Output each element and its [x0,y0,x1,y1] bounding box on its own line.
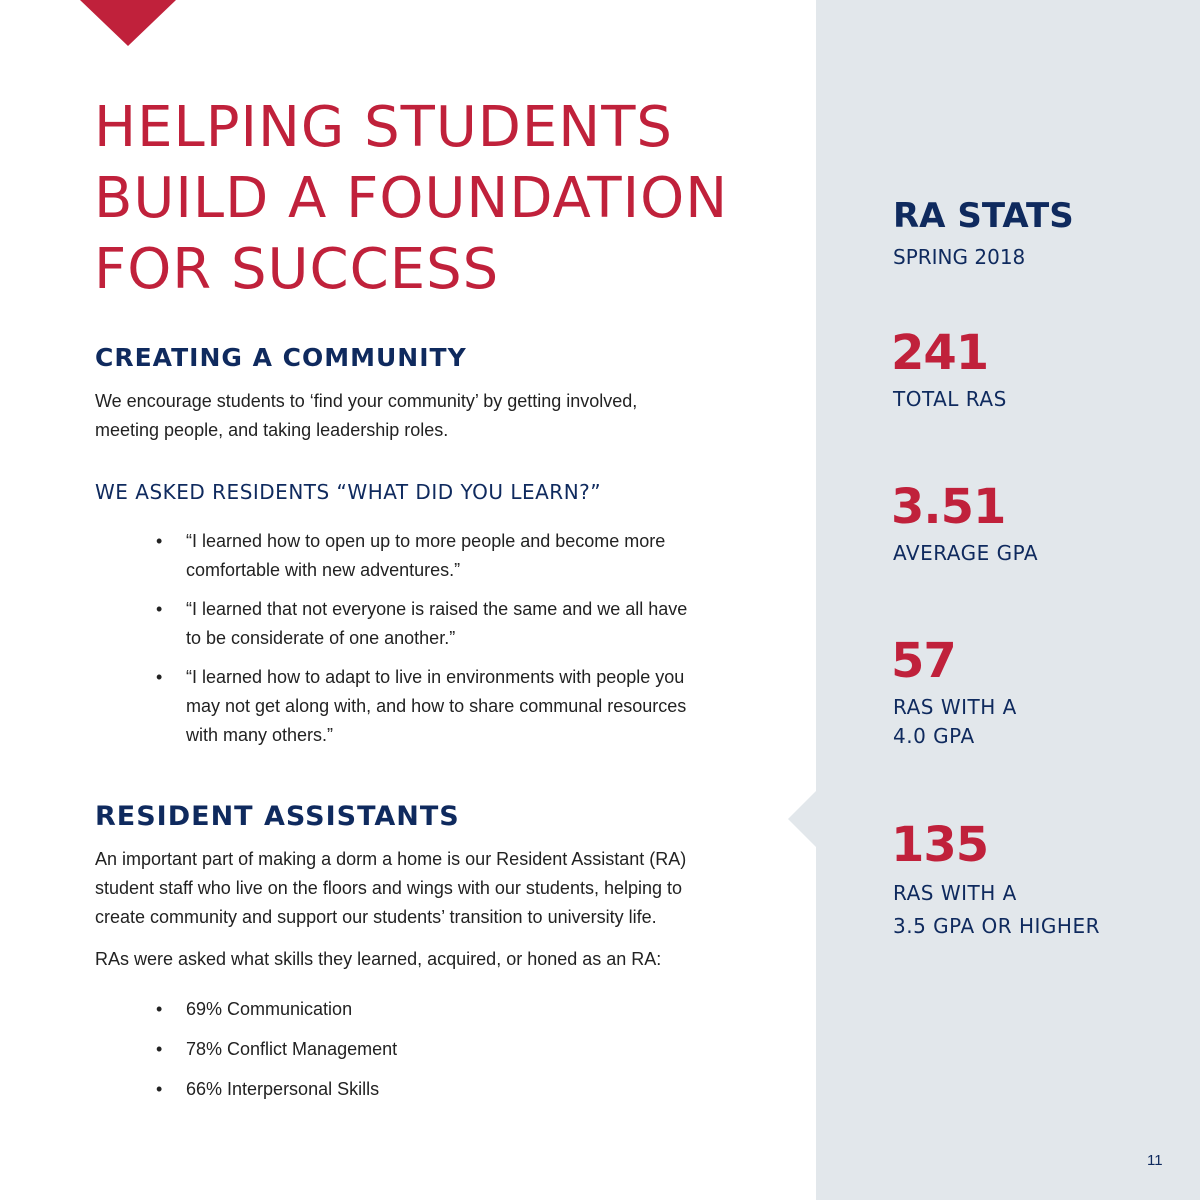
quote-line: may not get along with, and how to share communal resources [186,696,687,716]
quotes-list [186,527,687,750]
paragraph-line: create community and support our students’ transition to university life. [95,907,657,927]
page-title [94,92,728,305]
corner-triangle-decoration [80,0,176,46]
paragraph-line: We encourage students to ‘find your community’ by getting involved, [95,391,638,411]
list-item: • 66% Interpersonal Skills [186,1069,397,1109]
quote-line: • “I learned how to adapt to live in environments with people you [186,667,685,687]
skills-list [186,989,397,1109]
quote-line: with many others.” [186,725,334,745]
list-item [186,595,687,653]
stat-label-average-gpa [893,539,1038,568]
stats-subheading: SPRING 2018 [893,245,1026,269]
stat-label-total-ras [893,385,1007,414]
community-paragraph [95,387,637,445]
stat-value-3-5-gpa: 135 [891,817,989,873]
quote-line: • “I learned how to open up to more people and become more [186,531,666,551]
stats-heading: RA STATS [893,196,1074,236]
quote-line: • “I learned that not everyone is raised the same and we all have [186,599,688,619]
stat-label-line: RAS WITH A [893,695,1017,719]
stat-label-line: TOTAL RAS [893,387,1007,411]
ra-heading: RESIDENT ASSISTANTS [95,801,460,832]
stats-sidebar [816,0,1200,1200]
paragraph-line: student staff who live on the floors and wings with our students, helping to [95,878,683,898]
sidebar-notch-decoration [788,790,817,848]
title-line: FOR SUCCESS [94,237,500,302]
stat-value-total-ras: 241 [891,325,989,381]
stat-label-line: 3.5 GPA OR HIGHER [893,914,1100,938]
title-line: HELPING STUDENTS [94,95,673,160]
quote-line: to be considerate of one another.” [186,628,456,648]
stat-value-average-gpa: 3.51 [891,479,1006,535]
ra-paragraph [95,845,686,932]
paragraph-line: An important part of making a dorm a home is our Resident Assistant (RA) [95,849,687,869]
ra-question: RAs were asked what skills they learned, acquired, or honed as an RA: [95,949,662,969]
stat-label-4-gpa [893,693,1017,751]
list-item [186,527,687,585]
page-number: 11 [1147,1152,1163,1169]
stat-label-3-5-gpa [893,877,1100,943]
title-line: BUILD A FOUNDATION [94,166,729,231]
stat-label-line: RAS WITH A [893,881,1017,905]
stat-label-line: AVERAGE GPA [893,541,1039,565]
stat-value-4-gpa: 57 [891,633,956,689]
list-item: • 78% Conflict Management [186,1029,397,1069]
quote-line: comfortable with new adventures.” [186,560,461,580]
paragraph-line: meeting people, and taking leadership roles. [95,420,449,440]
stat-label-line: 4.0 GPA [893,724,975,748]
list-item [186,663,687,750]
list-item: • 69% Communication [186,989,397,1029]
asked-heading: WE ASKED RESIDENTS “WHAT DID YOU LEARN?” [95,480,602,504]
community-heading: CREATING A COMMUNITY [95,343,467,372]
